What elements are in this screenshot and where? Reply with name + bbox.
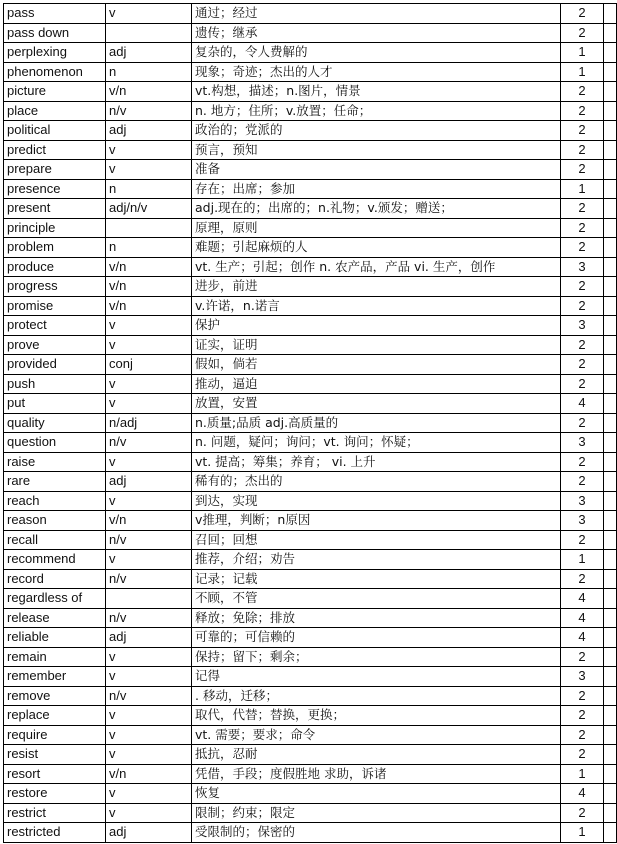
word-cell: promise <box>4 296 106 316</box>
level-cell: 2 <box>561 277 604 297</box>
table-row <box>4 491 617 511</box>
table-row <box>4 23 617 43</box>
spacer-cell <box>604 374 617 394</box>
definition-cell: vt. 生产；引起；创作 n. 农产品，产品 vi. 生产，创作 <box>192 257 561 277</box>
level-cell: 2 <box>561 686 604 706</box>
word-cell: restore <box>4 784 106 804</box>
word-cell: resist <box>4 745 106 765</box>
level-cell: 2 <box>561 706 604 726</box>
definition-cell: 预言，预知 <box>192 140 561 160</box>
table-row <box>4 452 617 472</box>
word-cell: progress <box>4 277 106 297</box>
part-of-speech-cell: n/v <box>106 686 192 706</box>
definition-cell: 记得 <box>192 667 561 687</box>
word-cell: remember <box>4 667 106 687</box>
table-row <box>4 511 617 531</box>
table-row <box>4 725 617 745</box>
definition-cell: n. 问题，疑问；询问；vt. 询问；怀疑； <box>192 433 561 453</box>
spacer-cell <box>604 238 617 258</box>
part-of-speech-cell: adj <box>106 43 192 63</box>
definition-cell: 现象；奇迹；杰出的人才 <box>192 62 561 82</box>
word-cell: political <box>4 121 106 141</box>
spacer-cell <box>604 589 617 609</box>
spacer-cell <box>604 667 617 687</box>
word-cell: phenomenon <box>4 62 106 82</box>
definition-cell: 抵抗，忍耐 <box>192 745 561 765</box>
level-cell: 2 <box>561 569 604 589</box>
definition-cell: 推动，逼迫 <box>192 374 561 394</box>
table-row <box>4 179 617 199</box>
word-cell: question <box>4 433 106 453</box>
word-cell: prove <box>4 335 106 355</box>
part-of-speech-cell: adj <box>106 823 192 843</box>
spacer-cell <box>604 745 617 765</box>
word-cell: regardless of <box>4 589 106 609</box>
part-of-speech-cell: v <box>106 452 192 472</box>
table-row <box>4 413 617 433</box>
definition-cell: 可靠的；可信赖的 <box>192 628 561 648</box>
definition-cell: 复杂的，令人费解的 <box>192 43 561 63</box>
word-cell: remove <box>4 686 106 706</box>
spacer-cell <box>604 803 617 823</box>
table-row <box>4 296 617 316</box>
level-cell: 2 <box>561 101 604 121</box>
table-row <box>4 706 617 726</box>
word-cell: present <box>4 199 106 219</box>
table-row <box>4 784 617 804</box>
part-of-speech-cell: n/v <box>106 569 192 589</box>
table-row <box>4 628 617 648</box>
definition-cell: 释放；免除；排放 <box>192 608 561 628</box>
definition-cell: 取代，代替；替换，更换； <box>192 706 561 726</box>
part-of-speech-cell: v <box>106 706 192 726</box>
part-of-speech-cell: v/n <box>106 277 192 297</box>
table-row <box>4 530 617 550</box>
word-cell: reach <box>4 491 106 511</box>
level-cell: 3 <box>561 511 604 531</box>
word-cell: reliable <box>4 628 106 648</box>
definition-cell: 到达，实现 <box>192 491 561 511</box>
table-row <box>4 686 617 706</box>
definition-cell: 通过；经过 <box>192 4 561 24</box>
spacer-cell <box>604 316 617 336</box>
level-cell: 2 <box>561 355 604 375</box>
level-cell: 2 <box>561 335 604 355</box>
spacer-cell <box>604 550 617 570</box>
word-cell: release <box>4 608 106 628</box>
spacer-cell <box>604 218 617 238</box>
definition-cell: n. 地方；住所；v.放置；任命； <box>192 101 561 121</box>
spacer-cell <box>604 4 617 24</box>
part-of-speech-cell: v <box>106 4 192 24</box>
definition-cell: 限制；约束；限定 <box>192 803 561 823</box>
level-cell: 2 <box>561 140 604 160</box>
table-row <box>4 62 617 82</box>
spacer-cell <box>604 277 617 297</box>
table-row <box>4 160 617 180</box>
spacer-cell <box>604 647 617 667</box>
level-cell: 2 <box>561 374 604 394</box>
spacer-cell <box>604 355 617 375</box>
word-cell: rare <box>4 472 106 492</box>
part-of-speech-cell: n/v <box>106 101 192 121</box>
part-of-speech-cell: conj <box>106 355 192 375</box>
definition-cell: 遗传；继承 <box>192 23 561 43</box>
definition-cell: 受限制的；保密的 <box>192 823 561 843</box>
table-row <box>4 823 617 843</box>
part-of-speech-cell: v <box>106 140 192 160</box>
spacer-cell <box>604 179 617 199</box>
spacer-cell <box>604 82 617 102</box>
level-cell: 4 <box>561 589 604 609</box>
table-row <box>4 647 617 667</box>
level-cell: 2 <box>561 745 604 765</box>
definition-cell: 凭借，手段；度假胜地 求助，诉诸 <box>192 764 561 784</box>
definition-cell: 进步，前进 <box>192 277 561 297</box>
definition-cell: 稀有的；杰出的 <box>192 472 561 492</box>
spacer-cell <box>604 257 617 277</box>
definition-cell: 召回；回想 <box>192 530 561 550</box>
table-row <box>4 4 617 24</box>
table-row <box>4 667 617 687</box>
word-cell: produce <box>4 257 106 277</box>
definition-cell: 政治的；党派的 <box>192 121 561 141</box>
word-cell: place <box>4 101 106 121</box>
level-cell: 2 <box>561 803 604 823</box>
definition-cell: 存在；出席；参加 <box>192 179 561 199</box>
level-cell: 4 <box>561 784 604 804</box>
word-cell: quality <box>4 413 106 433</box>
word-cell: provided <box>4 355 106 375</box>
part-of-speech-cell: adj <box>106 472 192 492</box>
level-cell: 2 <box>561 199 604 219</box>
definition-cell: . 移动，迁移； <box>192 686 561 706</box>
definition-cell: 假如，倘若 <box>192 355 561 375</box>
word-cell: presence <box>4 179 106 199</box>
word-cell: pass down <box>4 23 106 43</box>
word-cell: problem <box>4 238 106 258</box>
word-cell: reason <box>4 511 106 531</box>
word-cell: record <box>4 569 106 589</box>
part-of-speech-cell: adj <box>106 628 192 648</box>
definition-cell: 保护 <box>192 316 561 336</box>
definition-cell: vt. 需要；要求；命令 <box>192 725 561 745</box>
part-of-speech-cell: adj <box>106 121 192 141</box>
level-cell: 2 <box>561 160 604 180</box>
vocabulary-table-body <box>4 4 617 843</box>
table-row <box>4 121 617 141</box>
part-of-speech-cell <box>106 23 192 43</box>
part-of-speech-cell: v <box>106 667 192 687</box>
word-cell: recommend <box>4 550 106 570</box>
word-cell: protect <box>4 316 106 336</box>
part-of-speech-cell: v <box>106 160 192 180</box>
level-cell: 1 <box>561 179 604 199</box>
word-cell: raise <box>4 452 106 472</box>
part-of-speech-cell: v <box>106 316 192 336</box>
definition-cell: 证实，证明 <box>192 335 561 355</box>
definition-cell: 不顾，不管 <box>192 589 561 609</box>
level-cell: 2 <box>561 4 604 24</box>
part-of-speech-cell: n <box>106 62 192 82</box>
spacer-cell <box>604 394 617 414</box>
table-row <box>4 43 617 63</box>
spacer-cell <box>604 452 617 472</box>
spacer-cell <box>604 706 617 726</box>
part-of-speech-cell <box>106 218 192 238</box>
level-cell: 3 <box>561 433 604 453</box>
level-cell: 2 <box>561 82 604 102</box>
level-cell: 1 <box>561 823 604 843</box>
spacer-cell <box>604 823 617 843</box>
spacer-cell <box>604 335 617 355</box>
spacer-cell <box>604 296 617 316</box>
level-cell: 2 <box>561 23 604 43</box>
level-cell: 1 <box>561 550 604 570</box>
spacer-cell <box>604 530 617 550</box>
vocabulary-table <box>3 3 617 843</box>
spacer-cell <box>604 491 617 511</box>
definition-cell: 难题；引起麻烦的人 <box>192 238 561 258</box>
word-cell: remain <box>4 647 106 667</box>
part-of-speech-cell: v <box>106 550 192 570</box>
spacer-cell <box>604 628 617 648</box>
level-cell: 3 <box>561 667 604 687</box>
level-cell: 2 <box>561 725 604 745</box>
table-row <box>4 745 617 765</box>
word-cell: resort <box>4 764 106 784</box>
table-row <box>4 335 617 355</box>
table-row <box>4 199 617 219</box>
part-of-speech-cell <box>106 589 192 609</box>
spacer-cell <box>604 472 617 492</box>
part-of-speech-cell: v/n <box>106 296 192 316</box>
spacer-cell <box>604 101 617 121</box>
part-of-speech-cell: n/v <box>106 433 192 453</box>
spacer-cell <box>604 784 617 804</box>
level-cell: 2 <box>561 647 604 667</box>
table-row <box>4 140 617 160</box>
level-cell: 2 <box>561 530 604 550</box>
part-of-speech-cell: v <box>106 491 192 511</box>
level-cell: 2 <box>561 238 604 258</box>
table-row <box>4 316 617 336</box>
part-of-speech-cell: v <box>106 725 192 745</box>
table-row <box>4 394 617 414</box>
level-cell: 3 <box>561 491 604 511</box>
level-cell: 2 <box>561 218 604 238</box>
spacer-cell <box>604 764 617 784</box>
spacer-cell <box>604 686 617 706</box>
table-row <box>4 589 617 609</box>
word-cell: perplexing <box>4 43 106 63</box>
word-cell: require <box>4 725 106 745</box>
level-cell: 4 <box>561 394 604 414</box>
definition-cell: vt. 提高；筹集；养育； vi. 上升 <box>192 452 561 472</box>
part-of-speech-cell: v <box>106 374 192 394</box>
table-row <box>4 101 617 121</box>
definition-cell: n.质量;品质 adj.高质量的 <box>192 413 561 433</box>
spacer-cell <box>604 511 617 531</box>
level-cell: 2 <box>561 472 604 492</box>
part-of-speech-cell: v/n <box>106 257 192 277</box>
part-of-speech-cell: v <box>106 647 192 667</box>
part-of-speech-cell: v <box>106 803 192 823</box>
table-row <box>4 764 617 784</box>
definition-cell: 推荐，介绍；劝告 <box>192 550 561 570</box>
spacer-cell <box>604 43 617 63</box>
spacer-cell <box>604 160 617 180</box>
part-of-speech-cell: v <box>106 745 192 765</box>
word-cell: principle <box>4 218 106 238</box>
part-of-speech-cell: n <box>106 179 192 199</box>
table-row <box>4 82 617 102</box>
level-cell: 4 <box>561 608 604 628</box>
definition-cell: vt.构想，描述；n.图片，情景 <box>192 82 561 102</box>
level-cell: 2 <box>561 413 604 433</box>
definition-cell: 原理，原则 <box>192 218 561 238</box>
spacer-cell <box>604 62 617 82</box>
spacer-cell <box>604 725 617 745</box>
table-row <box>4 803 617 823</box>
table-row <box>4 433 617 453</box>
word-cell: replace <box>4 706 106 726</box>
word-cell: picture <box>4 82 106 102</box>
level-cell: 1 <box>561 764 604 784</box>
part-of-speech-cell: n/v <box>106 530 192 550</box>
word-cell: put <box>4 394 106 414</box>
table-row <box>4 238 617 258</box>
part-of-speech-cell: n <box>106 238 192 258</box>
word-cell: restricted <box>4 823 106 843</box>
part-of-speech-cell: v/n <box>106 82 192 102</box>
spacer-cell <box>604 140 617 160</box>
part-of-speech-cell: v/n <box>106 764 192 784</box>
definition-cell: adj.现在的；出席的；n.礼物；v.颁发；赠送； <box>192 199 561 219</box>
spacer-cell <box>604 433 617 453</box>
table-row <box>4 608 617 628</box>
word-cell: predict <box>4 140 106 160</box>
definition-cell: 恢复 <box>192 784 561 804</box>
word-cell: prepare <box>4 160 106 180</box>
part-of-speech-cell: v/n <box>106 511 192 531</box>
table-row <box>4 218 617 238</box>
level-cell: 1 <box>561 62 604 82</box>
word-cell: pass <box>4 4 106 24</box>
definition-cell: 保持；留下；剩余； <box>192 647 561 667</box>
table-row <box>4 472 617 492</box>
spacer-cell <box>604 608 617 628</box>
table-row <box>4 569 617 589</box>
level-cell: 1 <box>561 43 604 63</box>
table-row <box>4 355 617 375</box>
part-of-speech-cell: n/v <box>106 608 192 628</box>
word-cell: recall <box>4 530 106 550</box>
spacer-cell <box>604 199 617 219</box>
part-of-speech-cell: n/adj <box>106 413 192 433</box>
definition-cell: 准备 <box>192 160 561 180</box>
part-of-speech-cell: v <box>106 784 192 804</box>
level-cell: 3 <box>561 316 604 336</box>
level-cell: 2 <box>561 452 604 472</box>
spacer-cell <box>604 413 617 433</box>
table-row <box>4 550 617 570</box>
level-cell: 4 <box>561 628 604 648</box>
part-of-speech-cell: adj/n/v <box>106 199 192 219</box>
level-cell: 3 <box>561 257 604 277</box>
spacer-cell <box>604 569 617 589</box>
table-row <box>4 277 617 297</box>
level-cell: 2 <box>561 121 604 141</box>
table-row <box>4 374 617 394</box>
word-cell: restrict <box>4 803 106 823</box>
definition-cell: 记录；记载 <box>192 569 561 589</box>
definition-cell: 放置，安置 <box>192 394 561 414</box>
word-cell: push <box>4 374 106 394</box>
spacer-cell <box>604 121 617 141</box>
level-cell: 2 <box>561 296 604 316</box>
definition-cell: v推理，判断；n原因 <box>192 511 561 531</box>
table-row <box>4 257 617 277</box>
spacer-cell <box>604 23 617 43</box>
part-of-speech-cell: v <box>106 335 192 355</box>
part-of-speech-cell: v <box>106 394 192 414</box>
definition-cell: v.许诺，n.诺言 <box>192 296 561 316</box>
